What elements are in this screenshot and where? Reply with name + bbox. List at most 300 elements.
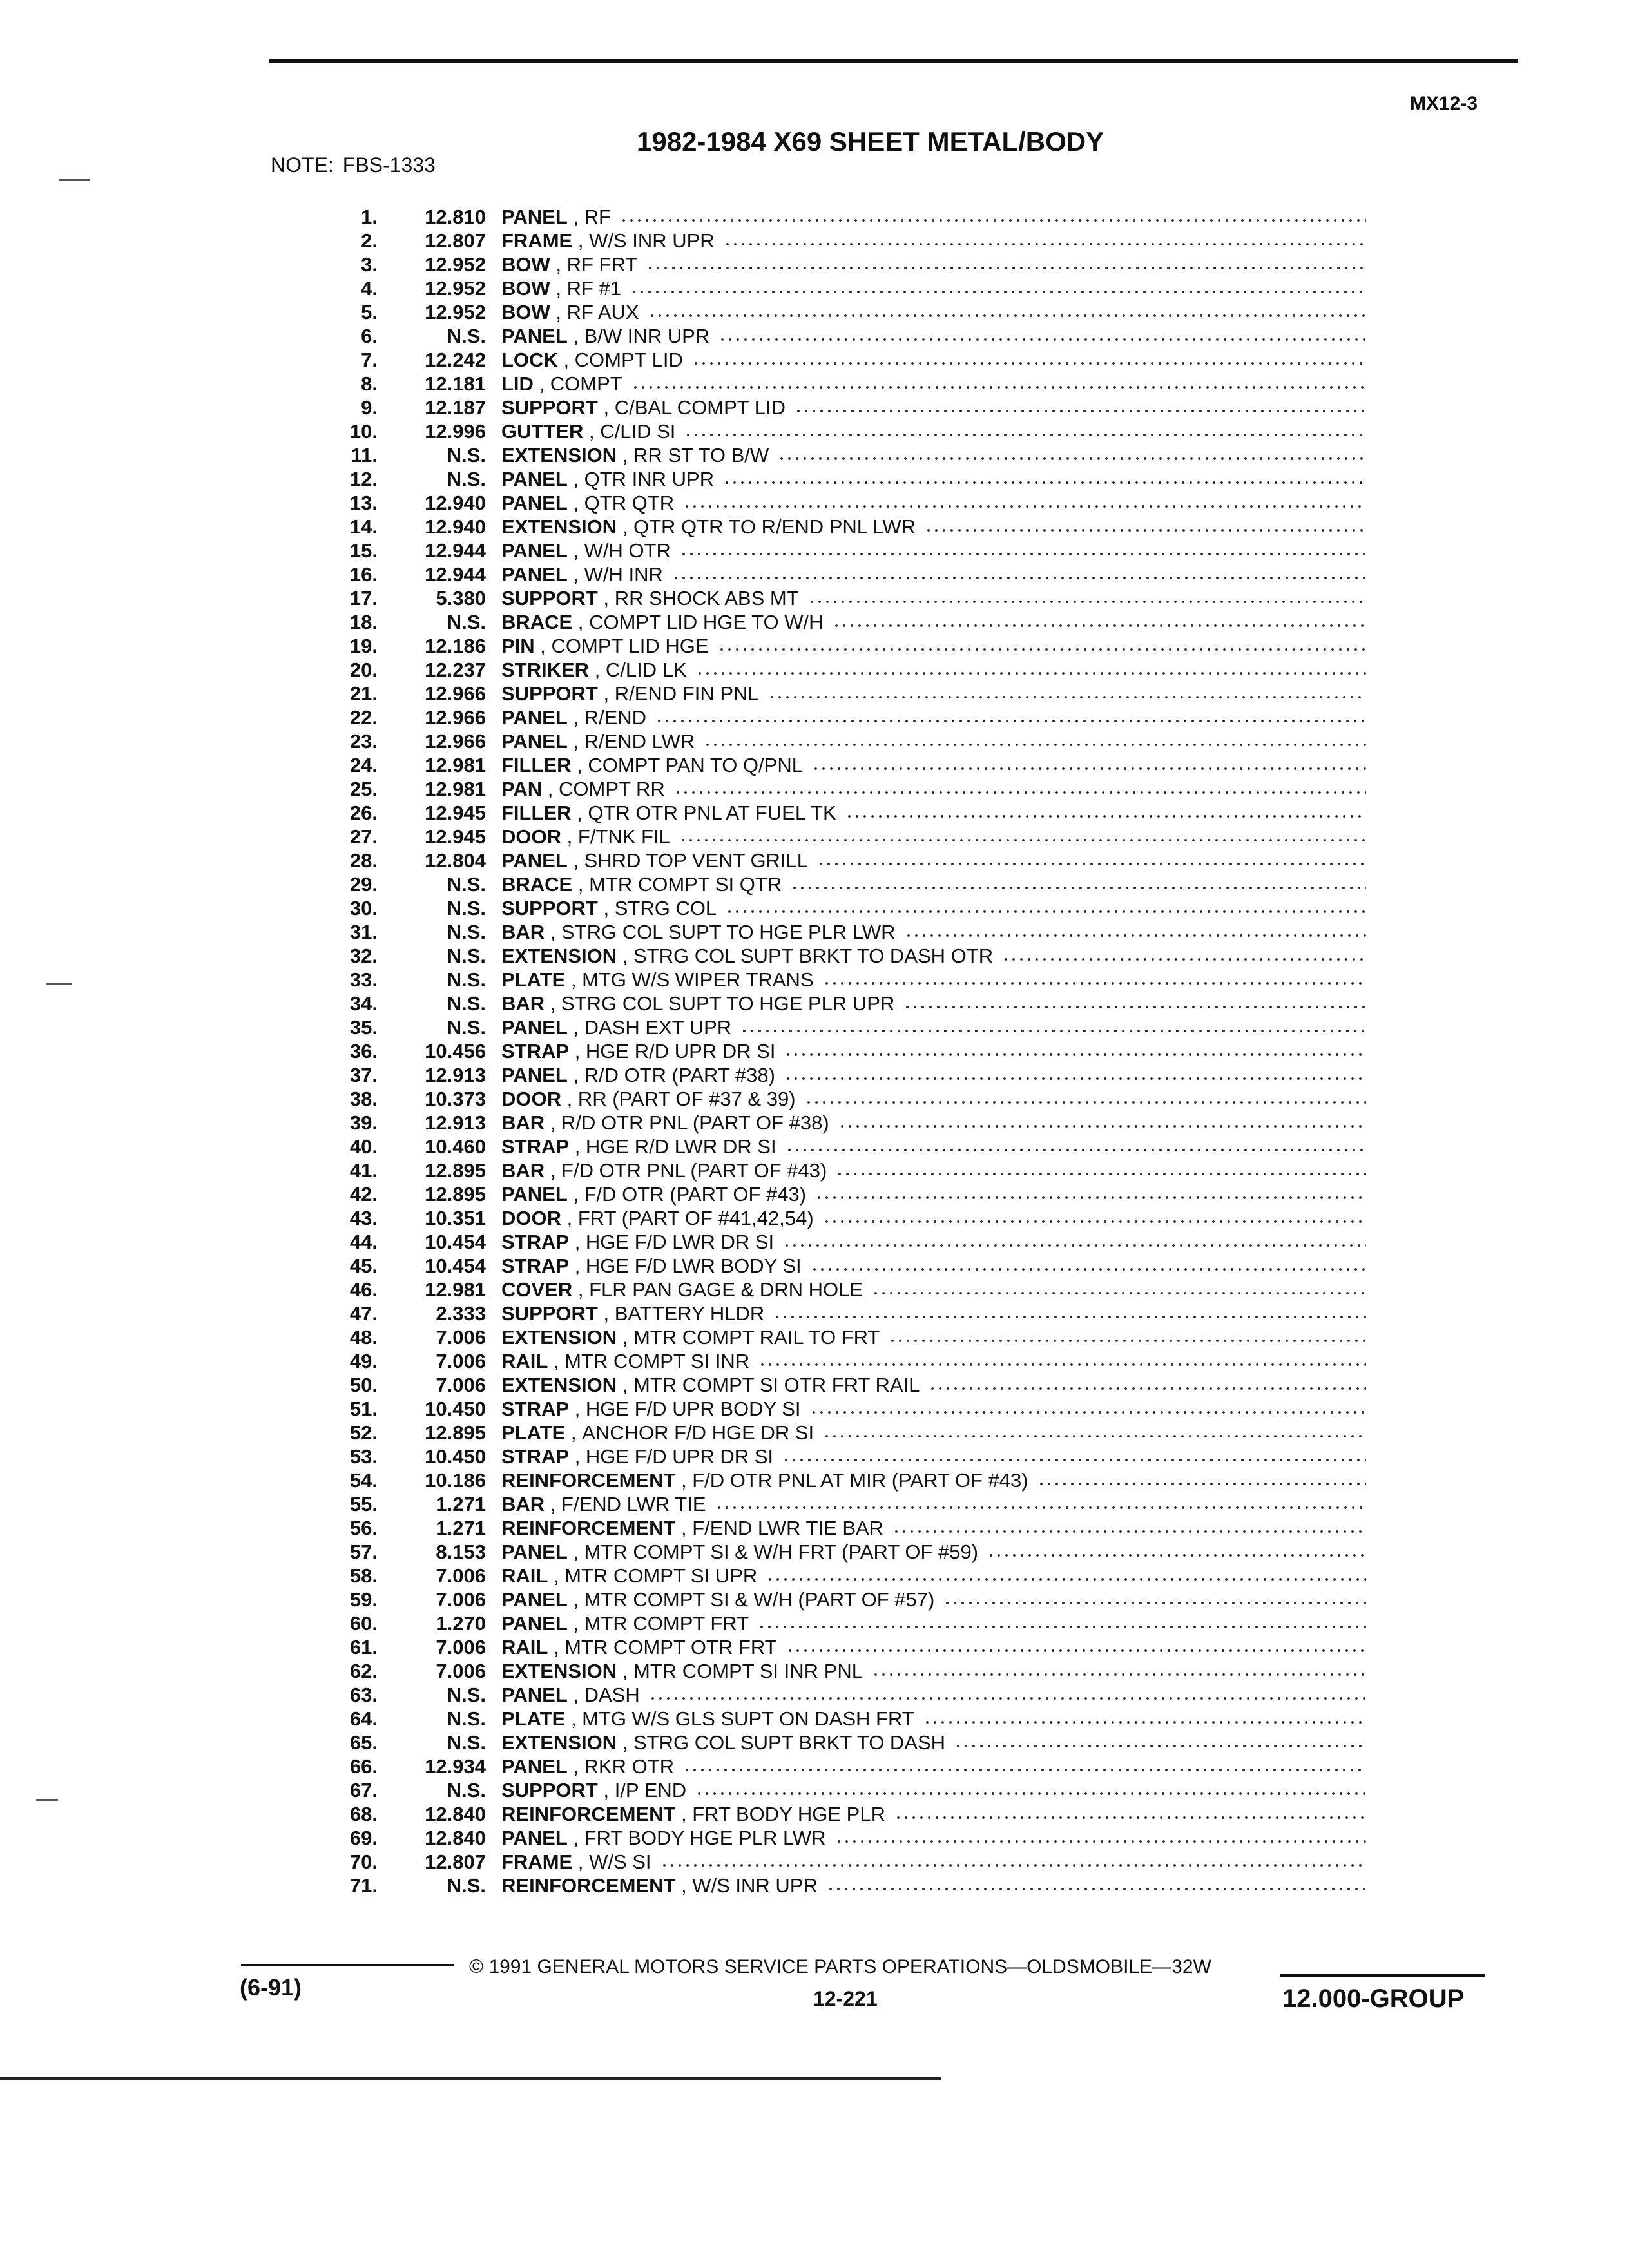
- item-number: 40.: [349, 1135, 378, 1158]
- dot-leader: [778, 457, 1366, 461]
- item-number: 60.: [349, 1612, 378, 1635]
- list-item: [308, 1039, 1366, 1063]
- dot-leader: [827, 1887, 1366, 1891]
- separator-comma: ,: [567, 539, 584, 562]
- part-name: PANEL: [501, 1588, 568, 1611]
- separator-comma: ,: [597, 897, 615, 919]
- note: [271, 153, 436, 177]
- item-number: 31.: [349, 921, 378, 943]
- list-item: [308, 1302, 1366, 1325]
- part-name: REINFORCEMENT: [501, 1874, 676, 1897]
- dot-leader: [674, 791, 1366, 794]
- part-description: F/D OTR PNL (PART OF #43): [561, 1159, 827, 1182]
- part-name: PANEL: [501, 563, 568, 586]
- group-number: 12.187: [425, 396, 486, 419]
- part-name: BAR: [501, 992, 545, 1015]
- separator-comma: ,: [548, 1636, 565, 1658]
- dot-leader: [692, 361, 1366, 365]
- dot-leader: [684, 433, 1366, 437]
- separator-comma: ,: [567, 706, 584, 729]
- dot-leader: [836, 1172, 1366, 1176]
- item-number: 44.: [349, 1231, 378, 1253]
- part-description: R/END LWR: [584, 730, 695, 753]
- list-item: [308, 825, 1366, 849]
- dot-leader: [889, 1339, 1366, 1343]
- part-description: STRG COL: [614, 897, 717, 919]
- list-item: [308, 610, 1366, 634]
- part-name: PANEL: [501, 730, 568, 753]
- list-item: [308, 992, 1366, 1015]
- dot-leader: [679, 838, 1366, 842]
- list-item: [308, 968, 1366, 992]
- list-item: [308, 1492, 1366, 1516]
- list-item: [308, 1707, 1366, 1731]
- list-item: [308, 1278, 1366, 1302]
- list-item: [308, 1516, 1366, 1540]
- separator-comma: ,: [550, 253, 567, 276]
- list-item: [308, 467, 1366, 491]
- list-item: [308, 1778, 1366, 1802]
- dot-leader: [833, 624, 1366, 628]
- footer-rule-left: [241, 1964, 454, 1966]
- note-label: NOTE:: [271, 153, 334, 177]
- group-number: N.S.: [447, 968, 486, 991]
- part-description: MTR COMPT SI OTR FRT RAIL: [633, 1374, 920, 1396]
- part-name: BOW: [501, 277, 550, 300]
- margin-mark: [46, 983, 72, 985]
- group-number: 12.186: [425, 635, 486, 657]
- item-number: 5.: [361, 301, 378, 323]
- part-name: PANEL: [501, 1827, 568, 1849]
- list-item: [308, 682, 1366, 706]
- dot-leader: [925, 528, 1366, 532]
- list-item: [308, 562, 1366, 586]
- list-item: [308, 1087, 1366, 1111]
- group-number: N.S.: [447, 897, 486, 919]
- separator-comma: ,: [617, 1326, 633, 1349]
- dot-leader: [718, 338, 1366, 341]
- separator-comma: ,: [675, 1469, 693, 1492]
- part-name: STRAP: [501, 1445, 570, 1468]
- group-number: 12.945: [425, 802, 486, 824]
- separator-comma: ,: [567, 206, 584, 228]
- dot-leader: [768, 695, 1366, 699]
- group-number: 10.186: [425, 1469, 486, 1492]
- item-number: 65.: [349, 1731, 378, 1754]
- group-number: 12.895: [425, 1183, 486, 1206]
- part-description: MTR COMPT SI & W/H FRT (PART OF #59): [584, 1541, 979, 1563]
- separator-comma: ,: [561, 825, 578, 848]
- margin-mark: [59, 179, 90, 181]
- item-number: 66.: [349, 1755, 378, 1778]
- list-item: [308, 253, 1366, 276]
- separator-comma: ,: [617, 1660, 633, 1682]
- list-item: [308, 896, 1366, 920]
- part-description: STRG COL SUPT BRKT TO DASH OTR: [633, 945, 994, 967]
- dot-leader: [817, 862, 1366, 866]
- item-number: 34.: [349, 992, 378, 1015]
- part-name: LOCK: [501, 349, 558, 371]
- dot-leader: [683, 505, 1366, 508]
- separator-comma: ,: [569, 1231, 586, 1253]
- part-description: F/D OTR (PART OF #43): [584, 1183, 807, 1206]
- revision-date: (6-91): [240, 1974, 302, 2001]
- part-name: FRAME: [501, 1850, 573, 1873]
- item-number: 55.: [349, 1493, 378, 1515]
- group-number: 12.952: [425, 253, 486, 276]
- bottom-rule: [0, 2077, 941, 2080]
- part-name: BOW: [501, 253, 550, 276]
- part-name: EXTENSION: [501, 1731, 617, 1754]
- separator-comma: ,: [533, 372, 550, 395]
- part-description: BATTERY HLDR: [614, 1302, 765, 1325]
- dot-leader: [894, 1816, 1366, 1820]
- item-number: 9.: [361, 396, 378, 419]
- separator-comma: ,: [567, 1064, 584, 1086]
- part-description: MTG W/S WIPER TRANS: [582, 968, 814, 991]
- part-description: R/D OTR (PART #38): [584, 1064, 775, 1086]
- part-name: PLATE: [501, 1707, 566, 1730]
- part-name: BAR: [501, 1159, 545, 1182]
- item-number: 36.: [349, 1040, 378, 1062]
- part-description: FRT (PART OF #41,42,54): [577, 1207, 814, 1229]
- separator-comma: ,: [567, 468, 584, 490]
- group-number: 10.456: [425, 1040, 486, 1062]
- list-item: [308, 1683, 1366, 1707]
- item-number: 38.: [349, 1088, 378, 1110]
- list-item: [308, 1206, 1366, 1230]
- list-item: [308, 1230, 1366, 1254]
- group-number: 7.006: [436, 1636, 486, 1658]
- separator-comma: ,: [567, 1183, 584, 1206]
- separator-comma: ,: [572, 873, 590, 896]
- separator-comma: ,: [561, 1207, 578, 1229]
- group-number: 12.981: [425, 778, 486, 800]
- part-description: FRT BODY HGE PLR: [692, 1803, 885, 1825]
- group-number: N.S.: [447, 1016, 486, 1039]
- group-number: 12.952: [425, 301, 486, 323]
- item-number: 62.: [349, 1660, 378, 1682]
- separator-comma: ,: [557, 349, 575, 371]
- part-description: R/END FIN PNL: [614, 682, 759, 705]
- item-number: 10.: [349, 420, 378, 443]
- dot-leader: [723, 481, 1366, 485]
- list-item: [308, 515, 1366, 539]
- separator-comma: ,: [545, 921, 562, 943]
- part-name: PAN: [501, 778, 543, 800]
- item-number: 19.: [349, 635, 378, 657]
- group-number: N.S.: [447, 444, 486, 466]
- part-description: C/LID LK: [605, 658, 687, 681]
- separator-comma: ,: [567, 1684, 584, 1706]
- group-number: 1.270: [436, 1612, 486, 1635]
- item-number: 16.: [349, 563, 378, 586]
- list-item: [308, 1611, 1366, 1635]
- group-number: 12.807: [425, 1850, 486, 1873]
- separator-comma: ,: [545, 1111, 562, 1134]
- part-name: COVER: [501, 1278, 573, 1301]
- part-description: RR (PART OF #37 & 39): [577, 1088, 796, 1110]
- part-description: W/S INR UPR: [589, 229, 715, 252]
- group-number: 2.333: [436, 1302, 486, 1325]
- dot-leader: [672, 576, 1366, 580]
- separator-comma: ,: [572, 611, 590, 633]
- group-number: 12.807: [425, 229, 486, 252]
- dot-leader: [660, 1863, 1366, 1867]
- part-description: FRT BODY HGE PLR LWR: [584, 1827, 826, 1849]
- list-item: [308, 348, 1366, 372]
- group-number: 12.804: [425, 849, 486, 872]
- separator-comma: ,: [617, 1731, 633, 1754]
- part-description: HGE R/D LWR DR SI: [585, 1135, 776, 1158]
- list-item: [308, 1135, 1366, 1158]
- group-number: 12.895: [425, 1159, 486, 1182]
- part-name: PANEL: [501, 206, 568, 228]
- list-item: [308, 300, 1366, 324]
- separator-comma: ,: [617, 515, 633, 538]
- separator-comma: ,: [567, 1541, 584, 1563]
- dot-leader: [812, 767, 1366, 771]
- dot-leader: [823, 981, 1366, 985]
- separator-comma: ,: [675, 1517, 693, 1539]
- item-number: 64.: [349, 1707, 378, 1730]
- copyright-notice: © 1991 GENERAL MOTORS SERVICE PARTS OPERATIONS—OLDSMOBILE—32W: [469, 1956, 1211, 1977]
- group-number: 12.934: [425, 1755, 486, 1778]
- item-number: 50.: [349, 1374, 378, 1396]
- part-description: F/TNK FIL: [577, 825, 670, 848]
- part-description: C/BAL COMPT LID: [614, 396, 786, 419]
- separator-comma: ,: [567, 849, 584, 872]
- group-number: 1.271: [436, 1493, 486, 1515]
- dot-leader: [823, 1434, 1366, 1438]
- part-description: DASH EXT UPR: [584, 1016, 732, 1039]
- dot-leader: [835, 1840, 1366, 1843]
- list-item: [308, 419, 1366, 443]
- dot-leader: [987, 1553, 1366, 1557]
- dot-leader: [726, 910, 1366, 914]
- dot-leader: [724, 242, 1366, 246]
- item-number: 27.: [349, 825, 378, 848]
- list-item: [308, 1349, 1366, 1373]
- part-description: I/P END: [614, 1779, 687, 1802]
- separator-comma: ,: [569, 1254, 586, 1277]
- group-number: 12.913: [425, 1064, 486, 1086]
- part-description: RF #1: [566, 277, 622, 300]
- separator-comma: ,: [597, 1302, 615, 1325]
- dot-leader: [784, 1053, 1366, 1057]
- dot-leader: [929, 1387, 1366, 1390]
- dot-leader: [823, 1220, 1366, 1224]
- group-number: 7.006: [436, 1374, 486, 1396]
- part-description: F/END LWR TIE BAR: [692, 1517, 884, 1539]
- item-number: 58.: [349, 1564, 378, 1587]
- separator-comma: ,: [589, 658, 606, 681]
- dot-leader: [740, 1029, 1366, 1033]
- part-description: COMPT LID HGE: [551, 635, 709, 657]
- item-number: 42.: [349, 1183, 378, 1206]
- item-number: 1.: [361, 206, 378, 228]
- separator-comma: ,: [597, 682, 615, 705]
- item-number: 15.: [349, 539, 378, 562]
- item-number: 8.: [361, 372, 378, 395]
- item-number: 48.: [349, 1326, 378, 1349]
- part-name: DOOR: [501, 1207, 561, 1229]
- dot-leader: [695, 1792, 1366, 1796]
- part-name: PANEL: [501, 849, 568, 872]
- part-name: PANEL: [501, 325, 568, 347]
- list-item: [308, 1373, 1366, 1397]
- list-item: [308, 205, 1366, 229]
- separator-comma: ,: [550, 301, 567, 323]
- part-description: W/H OTR: [584, 539, 671, 562]
- list-item: [308, 396, 1366, 419]
- part-description: QTR QTR: [584, 492, 675, 514]
- part-description: QTR INR UPR: [584, 468, 715, 490]
- item-number: 35.: [349, 1016, 378, 1039]
- item-number: 22.: [349, 706, 378, 729]
- separator-comma: ,: [572, 1850, 590, 1873]
- item-number: 20.: [349, 658, 378, 681]
- part-name: PANEL: [501, 492, 568, 514]
- item-number: 21.: [349, 682, 378, 705]
- parts-list: [308, 205, 1366, 1898]
- part-name: FILLER: [501, 754, 572, 776]
- group-number: N.S.: [447, 611, 486, 633]
- separator-comma: ,: [567, 730, 584, 753]
- group-number: 10.351: [425, 1207, 486, 1229]
- item-number: 3.: [361, 253, 378, 276]
- dot-leader: [892, 1530, 1366, 1533]
- group-number: 12.944: [425, 539, 486, 562]
- group-number: 7.006: [436, 1660, 486, 1682]
- dot-leader: [649, 1696, 1366, 1700]
- list-item: [308, 586, 1366, 610]
- part-description: C/LID SI: [600, 420, 676, 443]
- dot-leader: [758, 1625, 1366, 1629]
- part-name: EXTENSION: [501, 1374, 617, 1396]
- part-description: HGE R/D UPR DR SI: [585, 1040, 776, 1062]
- part-name: PANEL: [501, 1541, 568, 1563]
- part-name: RAIL: [501, 1350, 548, 1372]
- dot-leader: [786, 1148, 1366, 1152]
- part-name: PANEL: [501, 1755, 568, 1778]
- list-item: [308, 372, 1366, 396]
- part-description: MTR COMPT SI QTR: [589, 873, 782, 896]
- dot-leader: [872, 1291, 1366, 1295]
- separator-comma: ,: [561, 1088, 578, 1110]
- group-number: 7.006: [436, 1564, 486, 1587]
- part-description: STRG COL SUPT TO HGE PLR LWR: [561, 921, 896, 943]
- part-description: HGE F/D LWR BODY SI: [585, 1254, 802, 1277]
- dot-leader: [758, 1363, 1366, 1367]
- part-name: BOW: [501, 301, 550, 323]
- item-number: 46.: [349, 1278, 378, 1301]
- part-name: EXTENSION: [501, 444, 617, 466]
- separator-comma: ,: [597, 587, 615, 610]
- group-number: N.S.: [447, 945, 486, 967]
- group-number: N.S.: [447, 325, 486, 347]
- group-number: 12.996: [425, 420, 486, 443]
- item-number: 57.: [349, 1541, 378, 1563]
- list-item: [308, 944, 1366, 968]
- part-name: EXTENSION: [501, 945, 617, 967]
- part-name: STRAP: [501, 1231, 570, 1253]
- part-description: MTR COMPT SI INR PNL: [633, 1660, 863, 1682]
- part-name: STRIKER: [501, 658, 590, 681]
- part-description: SHRD TOP VENT GRILL: [584, 849, 809, 872]
- list-item: [308, 849, 1366, 872]
- part-description: MTR COMPT SI & W/H (PART OF #57): [584, 1588, 935, 1611]
- dot-leader: [680, 552, 1366, 556]
- dot-leader: [838, 1124, 1366, 1128]
- part-name: PANEL: [501, 706, 568, 729]
- part-name: BAR: [501, 1493, 545, 1515]
- dot-leader: [655, 719, 1366, 723]
- item-number: 33.: [349, 968, 378, 991]
- part-description: RR SHOCK ABS MT: [614, 587, 799, 610]
- part-description: STRG COL SUPT TO HGE PLR UPR: [561, 992, 895, 1015]
- item-number: 70.: [349, 1850, 378, 1873]
- list-item: [308, 634, 1366, 658]
- list-item: [308, 1445, 1366, 1468]
- separator-comma: ,: [572, 229, 590, 252]
- item-number: 63.: [349, 1684, 378, 1706]
- group-number: 7.006: [436, 1326, 486, 1349]
- item-number: 37.: [349, 1064, 378, 1086]
- part-name: BAR: [501, 1111, 545, 1134]
- item-number: 30.: [349, 897, 378, 919]
- group-number: N.S.: [447, 1874, 486, 1897]
- list-item: [308, 229, 1366, 253]
- group-number: 8.153: [436, 1541, 486, 1563]
- item-number: 68.: [349, 1803, 378, 1825]
- dot-leader: [1002, 957, 1366, 961]
- separator-comma: ,: [583, 420, 601, 443]
- separator-comma: ,: [675, 1803, 693, 1825]
- list-item: [308, 1540, 1366, 1564]
- separator-comma: ,: [548, 1350, 565, 1372]
- part-description: W/S SI: [589, 1850, 651, 1873]
- separator-comma: ,: [569, 1398, 586, 1420]
- part-description: HGE F/D UPR DR SI: [585, 1445, 774, 1468]
- part-name: PANEL: [501, 539, 568, 562]
- part-description: RR ST TO B/W: [633, 444, 769, 466]
- part-name: PLATE: [501, 1421, 566, 1444]
- group-number: 12.981: [425, 754, 486, 776]
- group-number: N.S.: [447, 1731, 486, 1754]
- separator-comma: ,: [545, 992, 562, 1015]
- part-name: DOOR: [501, 825, 561, 848]
- group-number: N.S.: [447, 1707, 486, 1730]
- separator-comma: ,: [565, 1707, 583, 1730]
- separator-comma: ,: [567, 1588, 584, 1611]
- dot-leader: [903, 1005, 1366, 1009]
- part-description: MTR COMPT SI UPR: [564, 1564, 758, 1587]
- part-name: GUTTER: [501, 420, 584, 443]
- list-item: [308, 276, 1366, 300]
- item-number: 41.: [349, 1159, 378, 1182]
- list-item: [308, 1158, 1366, 1182]
- separator-comma: ,: [565, 1421, 583, 1444]
- item-number: 67.: [349, 1779, 378, 1802]
- group-number: N.S.: [447, 1684, 486, 1706]
- group-number: 12.895: [425, 1421, 486, 1444]
- separator-comma: ,: [569, 1040, 586, 1062]
- part-description: B/W INR UPR: [584, 325, 710, 347]
- part-name: PANEL: [501, 1016, 568, 1039]
- part-description: W/H INR: [584, 563, 663, 586]
- list-item: [308, 1754, 1366, 1778]
